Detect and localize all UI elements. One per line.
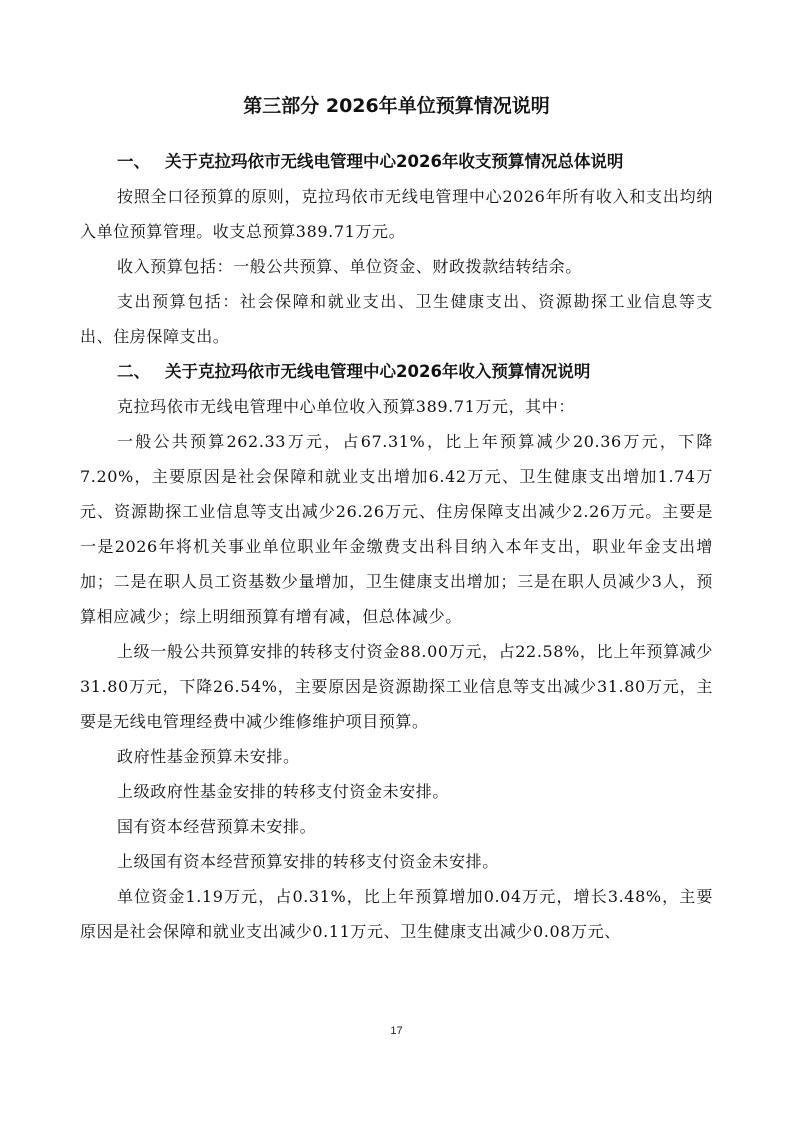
paragraph: 国有资本经营预算未安排。 [117,817,317,836]
paragraph: 收入预算包括：一般公共预算、单位资金、财政拨款结转结余。 [117,257,582,276]
paragraph: 上级政府性基金安排的转移支付资金未安排。 [117,782,450,801]
paragraph: 单位资金1.19万元，占0.31%，比上年预算增加0.04万元，增长3.48%，主要原因是社会保障和就业支出减少0.11万元、卫生健康支出减少0.08万元、 [80,887,713,941]
paragraph: 上级国有资本经营预算安排的转移支付资金未安排。 [117,852,499,871]
paragraph: 上级一般公共预算安排的转移支付资金88.00万元，占22.58%，比上年预算减少31.80万元，下降26.54%，主要原因是资源勘探工业信息等支出减少31.80万元，主要是无线电管理经费中减少维修维护项目预算。 [80,642,713,731]
paragraph: 一般公共预算262.33万元，占67.31%，比上年预算减少20.36万元，下降7.20%，主要原因是社会保障和就业支出增加6.42万元、卫生健康支出增加1.74万元、资源勘探工业信息等支出减少26.26万元、住房保障支出减少2.26万元。主要是一是2026年将机关事业单位职业年金缴费支出科目纳入本年支出，职业年金支出增加；二是在职人员工资基数少量增加，卫生健康支出增加；三是在职人员减少3人，预算相应减少；综上明细预算有增有减，但总体减少。 [80,432,713,626]
section-heading-text-2: 关于克拉玛依市无线电管理中心2026年收入预算情况说明 [165,362,591,381]
paragraph: 支出预算包括：社会保障和就业支出、卫生健康支出、资源勘探工业信息等支出、住房保障支出。 [80,292,713,346]
paragraph: 克拉玛依市无线电管理中心单位收入预算389.71万元，其中： [117,397,575,416]
page-number: 17 [390,1025,403,1037]
section-heading-1 [80,144,713,179]
section-heading-text-1: 关于克拉玛依市无线电管理中心2026年收支预算情况总体说明 [165,152,624,171]
page-title: 第三部分 2026年单位预算情况说明 [243,95,550,117]
document-body [80,144,713,949]
paragraph: 政府性基金预算未安排。 [117,747,300,766]
paragraph: 按照全口径预算的原则，克拉玛依市无线电管理中心2026年所有收入和支出均纳入单位预算管理。收支总预算389.71万元。 [80,187,713,241]
section-number-1: 一、 [117,152,150,171]
section-heading-2 [80,354,713,389]
section-number-2: 二、 [117,362,150,381]
